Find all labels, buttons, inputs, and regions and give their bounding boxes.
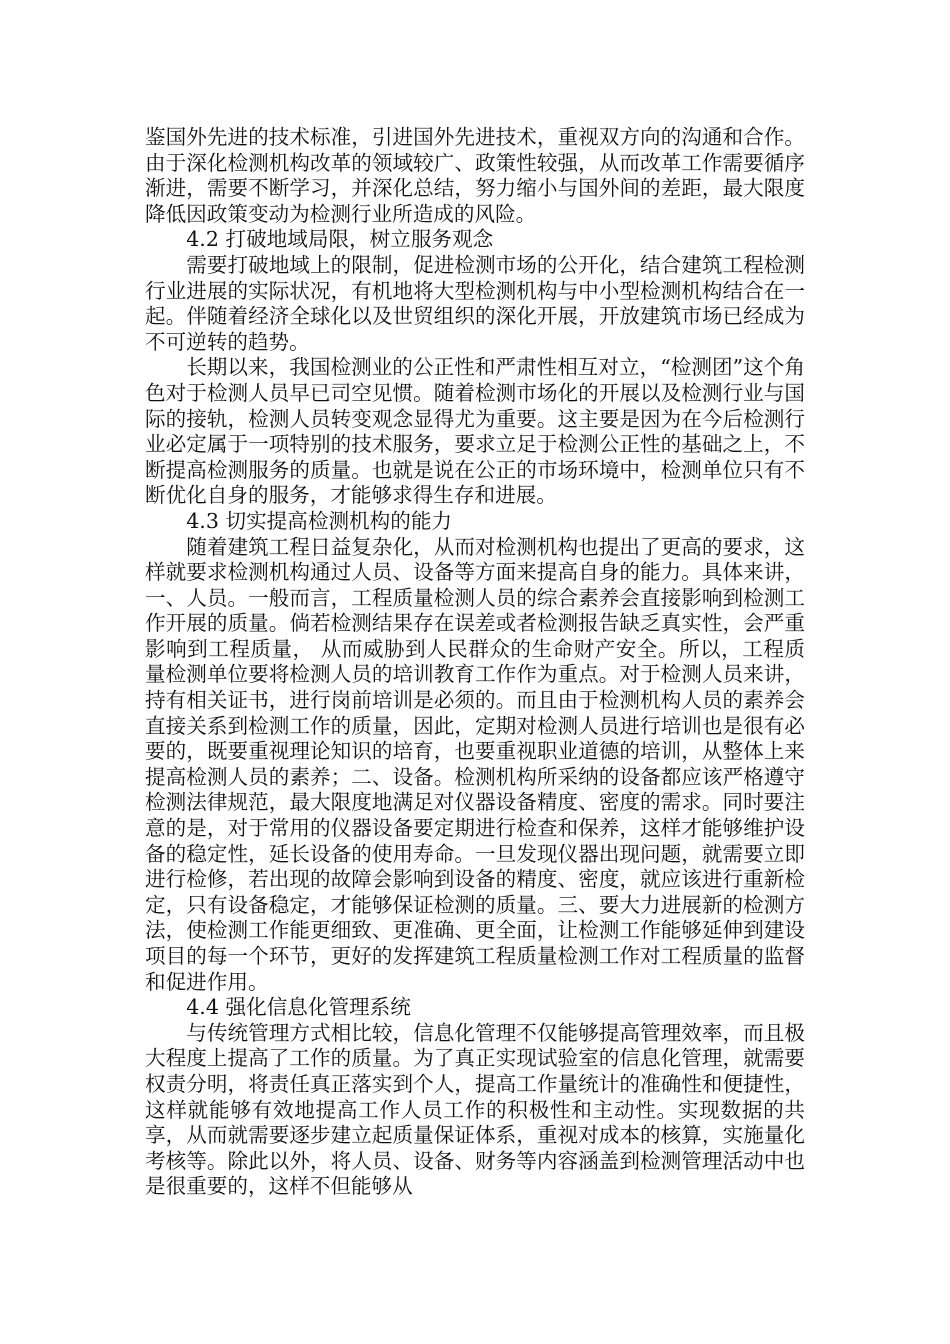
document-page [145,125,805,1200]
paragraph: 随着建筑工程日益复杂化，从而对检测机构也提出了更高的要求，这样就要求检测机构通过人员、设备等方面来提高自身的能力。具体来讲，一、人员。一般而言，工程质量检测人员的综合素养会直接影响到检测工作开展的质量。倘若检测结果存在误差或者检测报告缺乏真实性，会严重影响到工程质量， 从而威胁到人民群众的生命财产安全。所以，工程质量检测单位要将检测人员的培训教育工作作为重点。对于检测人员来讲，持有相关证书，进行岗前培训是必须的。而且由于检测机构人员的素养会直接关系到检测工作的质量，因此，定期对检测人员进行培训也是很有必要的，既要重视理论知识的培育，也要重视职业道德的培训，从整体上来提高检测人员的素养；二、设备。检测机构所采纳的设备都应该严格遵守检测法律规范，最大限度地满足对仪器设备精度、密度的需求。同时要注意的是，对于常用的仪器设备要定期进行检查和保养，这样才能够维护设备的稳定性，延长设备的使用寿命。一旦发现仪器出现问题，就需要立即进行检修，若出现的故障会影响到设备的精度、密度，就应该进行重新检定，只有设备稳定，才能够保证检测的质量。三、要大力进展新的检测方法，使检测工作能更细致、更准确、更全面，让检测工作能够延伸到建设项目的每一个环节，更好的发挥建筑工程质量检测工作对工程质量的监督和促进作用。 [145,534,805,994]
paragraph: 长期以来，我国检测业的公正性和严肃性相互对立，“检测团”这个角色对于检测人员早已司空见惯。随着检测市场化的开展以及检测行业与国际的接轨，检测人员转变观念显得尤为重要。这主要是因为在今后检测行业必定属于一项特别的技术服务，要求立足于检测公正性的基础之上，不断提高检测服务的质量。也就是说在公正的市场环境中，检测单位只有不断优化自身的服务，才能够求得生存和进展。 [145,355,805,508]
paragraph: 与传统管理方式相比较，信息化管理不仅能够提高管理效率，而且极大程度上提高了工作的质量。为了真正实现试验室的信息化管理，就需要权责分明，将责任真正落实到个人，提高工作量统计的准确性和便捷性，这样就能够有效地提高工作人员工作的积极性和主动性。实现数据的共享，从而就需要逐步建立起质量保证体系，重视对成本的核算，实施量化考核等。除此以外，将人员、设备、财务等内容涵盖到检测管理活动中也是很重要的，这样不但能够从 [145,1020,805,1199]
paragraph-continued: 鉴国外先进的技术标准，引进国外先进技术，重视双方向的沟通和合作。由于深化检测机构改革的领域较广、政策性较强，从而改革工作需要循序渐进，需要不断学习，并深化总结，努力缩小与国外间的差距，最大限度降低因政策变动为检测行业所造成的风险。 [145,125,805,226]
section-heading-4-3: 4.3 切实提高检测机构的能力 [186,508,453,533]
section-heading-4-2: 4.2 打破地域局限，树立服务观念 [186,227,494,252]
section-heading-4-4: 4.4 强化信息化管理系统 [186,995,411,1020]
paragraph: 需要打破地域上的限制，促进检测市场的公开化，结合建筑工程检测行业进展的实际状况，有机地将大型检测机构与中小型检测机构结合在一起。伴随着经济全球化以及世贸组织的深化开展，开放建筑市场已经成为不可逆转的趋势。 [145,252,805,354]
